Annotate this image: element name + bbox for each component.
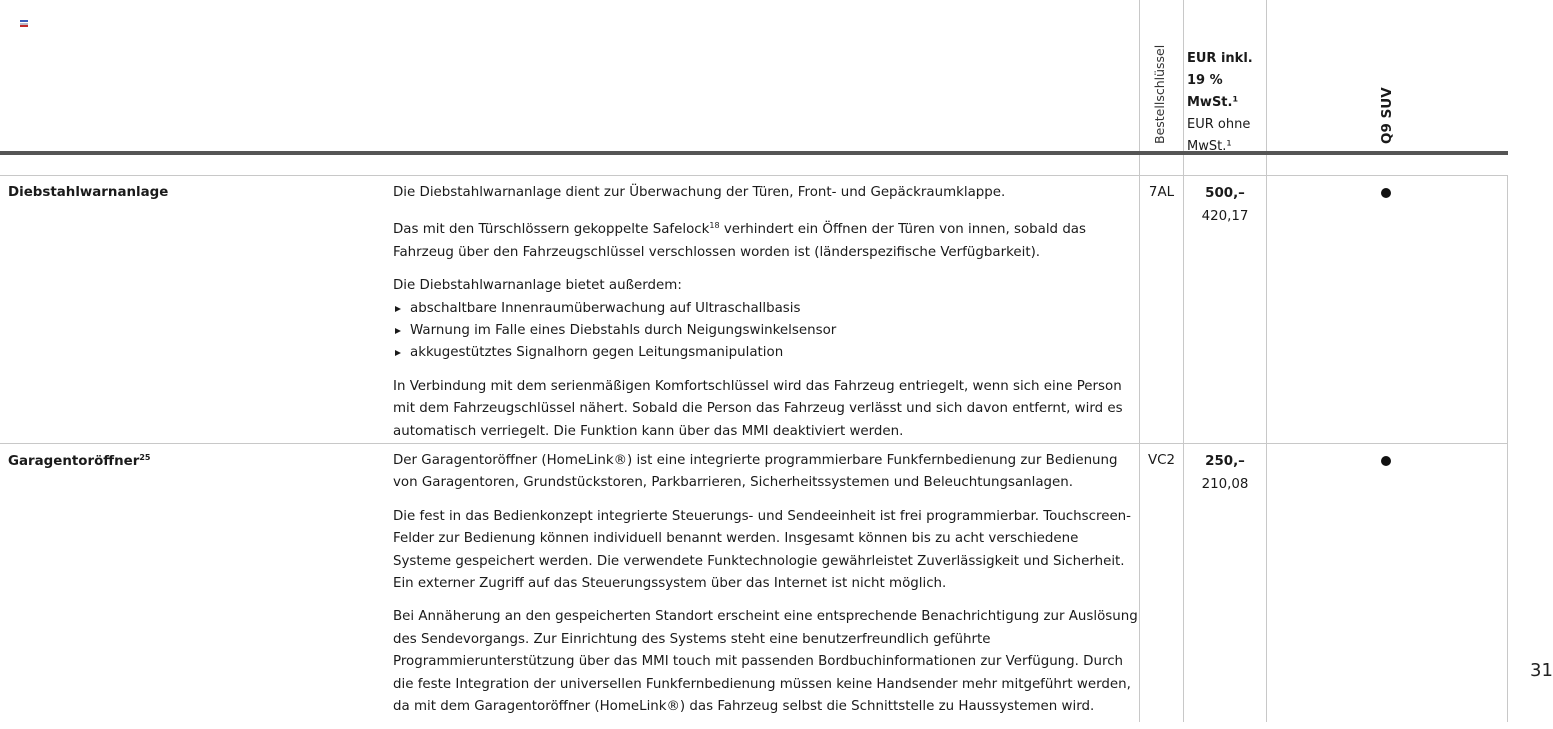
header-divider <box>0 151 1508 155</box>
description-paragraph: Die Diebstahlwarnanlage bietet außerdem: <box>393 278 682 294</box>
price-cell <box>1184 182 1266 228</box>
order-key-header: Bestellschlüssel <box>1152 44 1167 144</box>
column-divider <box>1183 0 1184 722</box>
price-gross: 250,– <box>1205 454 1245 469</box>
column-divider <box>1139 0 1140 722</box>
row-description <box>393 450 1138 729</box>
price-net: 210,08 <box>1201 477 1249 492</box>
description-paragraph: Die fest in das Bedienkonzept integrierte Steuerungs- und Sendeeinheit ist frei programmierbar. Touchscreen-Felder zur Bedienung können individuell benannt werden. Insgesamt können bis zu acht verschiedene Systeme gespeichert werden. Die verwendete Funktechnologie gewährleistet Zuverlässigkeit und Sicherheit. Ein externer Zugriff auf das Steuerungssystem über das Internet ist nicht möglich. <box>393 508 1132 592</box>
list-item: akkugestütztes Signalhorn gegen Leitungsmanipulation <box>393 342 1138 364</box>
row-title-text: Garagentoröffner <box>8 454 140 469</box>
description-paragraph: In Verbindung mit dem serienmäßigen Komfortschlüssel wird das Fahrzeug entriegelt, wenn sich eine Person mit dem Fahrzeugschlüssel nähert. Sobald die Person das Fahrzeug verlässt und sich davon entfernt, wird es automatisch verriegelt. Die Funktion kann über das MMI deaktiviert werden. <box>393 378 1123 439</box>
row-title-text: Diebstahlwarnanlage <box>8 185 169 200</box>
price-header <box>1187 48 1267 158</box>
text-segment: Das mit den Türschlössern gekoppelte Safelock <box>393 222 710 238</box>
description-paragraph: Bei Annäherung an den gespeicherten Standort erscheint eine entsprechende Benachrichtigung zur Auslösung des Sendevorgangs. Zur Einrichtung des Systems steht eine benutzerfreundlich geführte Programmierunterstützung über das MMI touch mit passenden Bordbuchinformationen zur Verfügung. Durch die feste Integration der universellen Funkfernbedienung müssen keine Handsender mehr mitgeführt werden, da mit dem Garagentoröffner (HomeLink®) das Fahrzeug selbst die Schnittstelle zu Haussystemen wird. <box>393 609 1138 715</box>
price-gross-header: EUR inkl. 19 % MwSt.¹ <box>1187 51 1253 110</box>
order-code: 7AL <box>1148 185 1175 200</box>
order-code: VC2 <box>1147 453 1176 468</box>
row-title <box>8 185 168 200</box>
price-gross: 500,– <box>1205 186 1245 201</box>
row-divider <box>0 175 1508 176</box>
footnote-ref: 25 <box>139 453 151 462</box>
price-cell <box>1184 450 1266 496</box>
footnote-ref: 18 <box>709 221 720 231</box>
flag-icon <box>20 20 28 27</box>
description-paragraph: Der Garagentoröffner (HomeLink®) ist eine integrierte programmierbare Funkfernbedienung zur Bedienung von Garagentoren, Grundstückstoren, Parkbarrieren, Sicherheitssystemen und Beleuchtungsanlagen. <box>393 453 1118 491</box>
feature-list <box>393 298 1138 365</box>
row-description <box>393 182 1138 454</box>
list-item: Warnung im Falle eines Diebstahls durch Neigungswinkelsensor <box>393 320 1138 342</box>
column-divider <box>1507 175 1508 722</box>
page-number: 31 <box>1530 660 1553 681</box>
standard-equipment-dot <box>1381 188 1391 198</box>
list-item: abschaltbare Innenraumüberwachung auf Ultraschallbasis <box>393 298 1138 320</box>
price-net: 420,17 <box>1201 209 1249 224</box>
description-paragraph: Die Diebstahlwarnanlage dient zur Überwachung der Türen, Front- und Gepäckraumklappe. <box>393 185 1006 200</box>
description-paragraph <box>393 215 1138 264</box>
row-title <box>8 453 150 469</box>
text-segment: verhindert ein Öffnen der Türen von innen, sobald das Fahrzeug über den Fahrzeugschlüssel verschlossen worden ist (länderspezifische Verfügbarkeit). <box>393 222 1086 260</box>
price-net-header: EUR ohne MwSt.¹ <box>1187 117 1251 154</box>
model-header: Q9 SUV <box>1379 87 1395 144</box>
standard-equipment-dot <box>1381 456 1391 466</box>
